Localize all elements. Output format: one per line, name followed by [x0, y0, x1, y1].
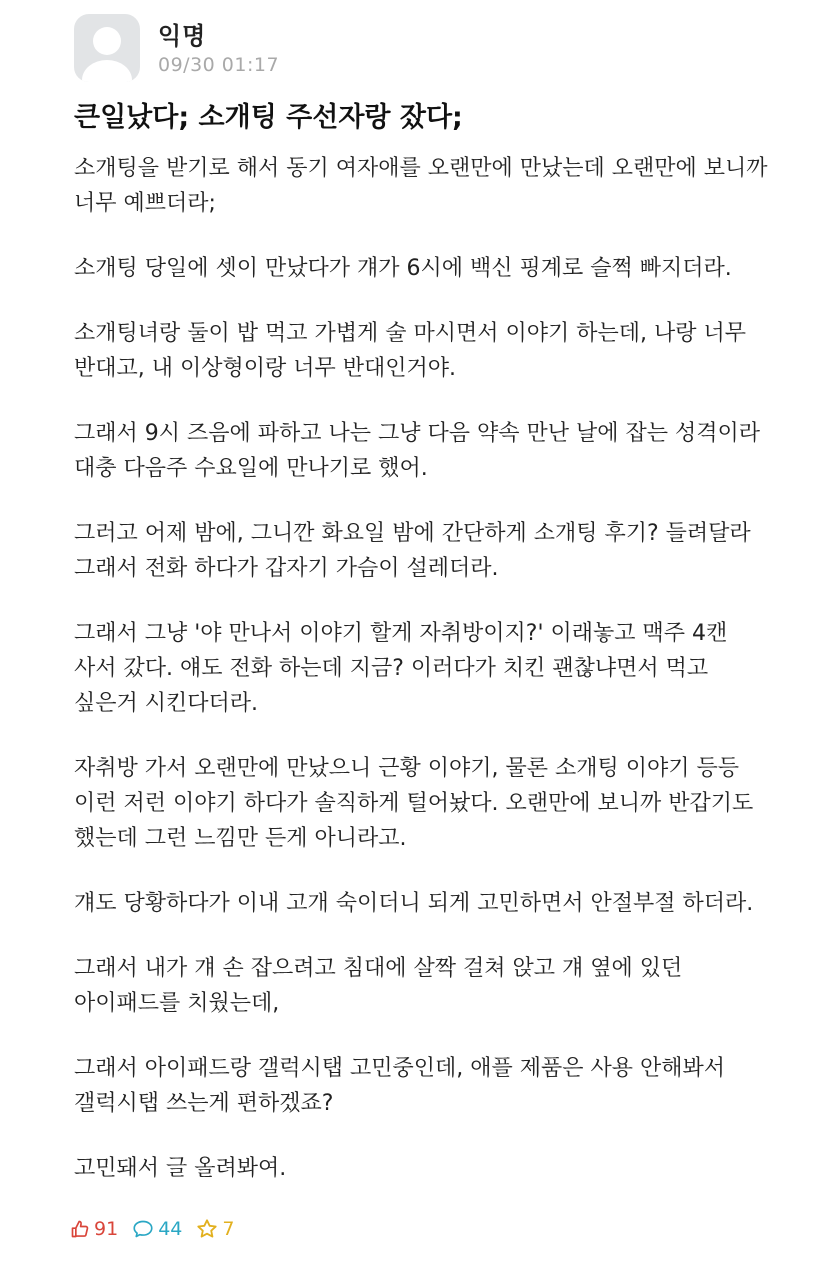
post-paragraph: 소개팅을 받기로 해서 동기 여자애를 오랜만에 만났는데 오랜만에 보니까 너무 예쁘더라;: [74, 156, 768, 216]
post-paragraph: 그래서 아이패드랑 갤럭시탭 고민중인데, 애플 제품은 사용 안해봐서 갤럭시탭 쓰는게 편하겠죠?: [74, 1056, 726, 1116]
scrap-count[interactable]: [196, 1218, 234, 1240]
scrap-count-value: 7: [222, 1218, 235, 1240]
comment-count[interactable]: [132, 1218, 182, 1240]
post-paragraph: 자취방 가서 오랜만에 만났으니 근황 이야기, 물론 소개팅 이야기 등등 이런 저런 이야기 하다가 솔직하게 털어놨다. 오랜만에 보니까 반갑기도 했는데 그런 느낌만 든게 아니라고.: [74, 756, 754, 851]
post-title: 큰일났다; 소개팅 주선자랑 잤다;: [74, 102, 463, 133]
speech-bubble-icon: [132, 1219, 154, 1239]
post-paragraph: 걔도 당황하다가 이내 고개 숙이더니 되게 고민하면서 안절부절 하더라.: [74, 891, 754, 916]
post-paragraph: 고민돼서 글 올려봐여.: [74, 1156, 287, 1181]
comment-count-value: 44: [158, 1218, 183, 1240]
post-body: [74, 151, 774, 1216]
post-paragraph: 그래서 9시 즈음에 파하고 나는 그냥 다음 약속 만난 날에 잡는 성격이라 대충 다음주 수요일에 만나기로 했어.: [74, 421, 760, 481]
post-stats: [70, 1216, 248, 1242]
post-paragraph: 소개팅녀랑 둘이 밥 먹고 가볍게 술 마시면서 이야기 하는데, 나랑 너무 반대고, 내 이상형이랑 너무 반대인거야.: [74, 321, 746, 381]
post-header: [74, 14, 774, 86]
like-count-value: 91: [94, 1218, 119, 1240]
star-icon: [196, 1218, 218, 1240]
post-timestamp: 09/30 01:17: [158, 54, 280, 76]
like-count[interactable]: [70, 1218, 118, 1240]
author-name[interactable]: 익명: [158, 22, 207, 50]
post-paragraph: 그래서 내가 걔 손 잡으려고 침대에 살짝 걸쳐 앉고 걔 옆에 있던 아이패드를 치웠는데,: [74, 956, 683, 1016]
avatar-head-shape: [93, 27, 121, 55]
avatar-body-shape: [82, 60, 132, 82]
post-paragraph: 소개팅 당일에 셋이 만났다가 걔가 6시에 백신 핑계로 슬쩍 빠지더라.: [74, 256, 732, 281]
post-paragraph: 그래서 그냥 '야 만나서 이야기 할게 자취방이지?' 이래놓고 맥주 4캔 사서 갔다. 얘도 전화 하는데 지금? 이러다가 치킨 괜찮냐면서 먹고 싶은거 시킨다더라.: [74, 621, 728, 716]
thumbs-up-icon: [70, 1219, 90, 1239]
avatar[interactable]: [74, 14, 140, 82]
post-paragraph: 그러고 어제 밤에, 그니깐 화요일 밤에 간단하게 소개팅 후기? 들려달라 그래서 전화 하다가 갑자기 가슴이 설레더라.: [74, 521, 751, 581]
